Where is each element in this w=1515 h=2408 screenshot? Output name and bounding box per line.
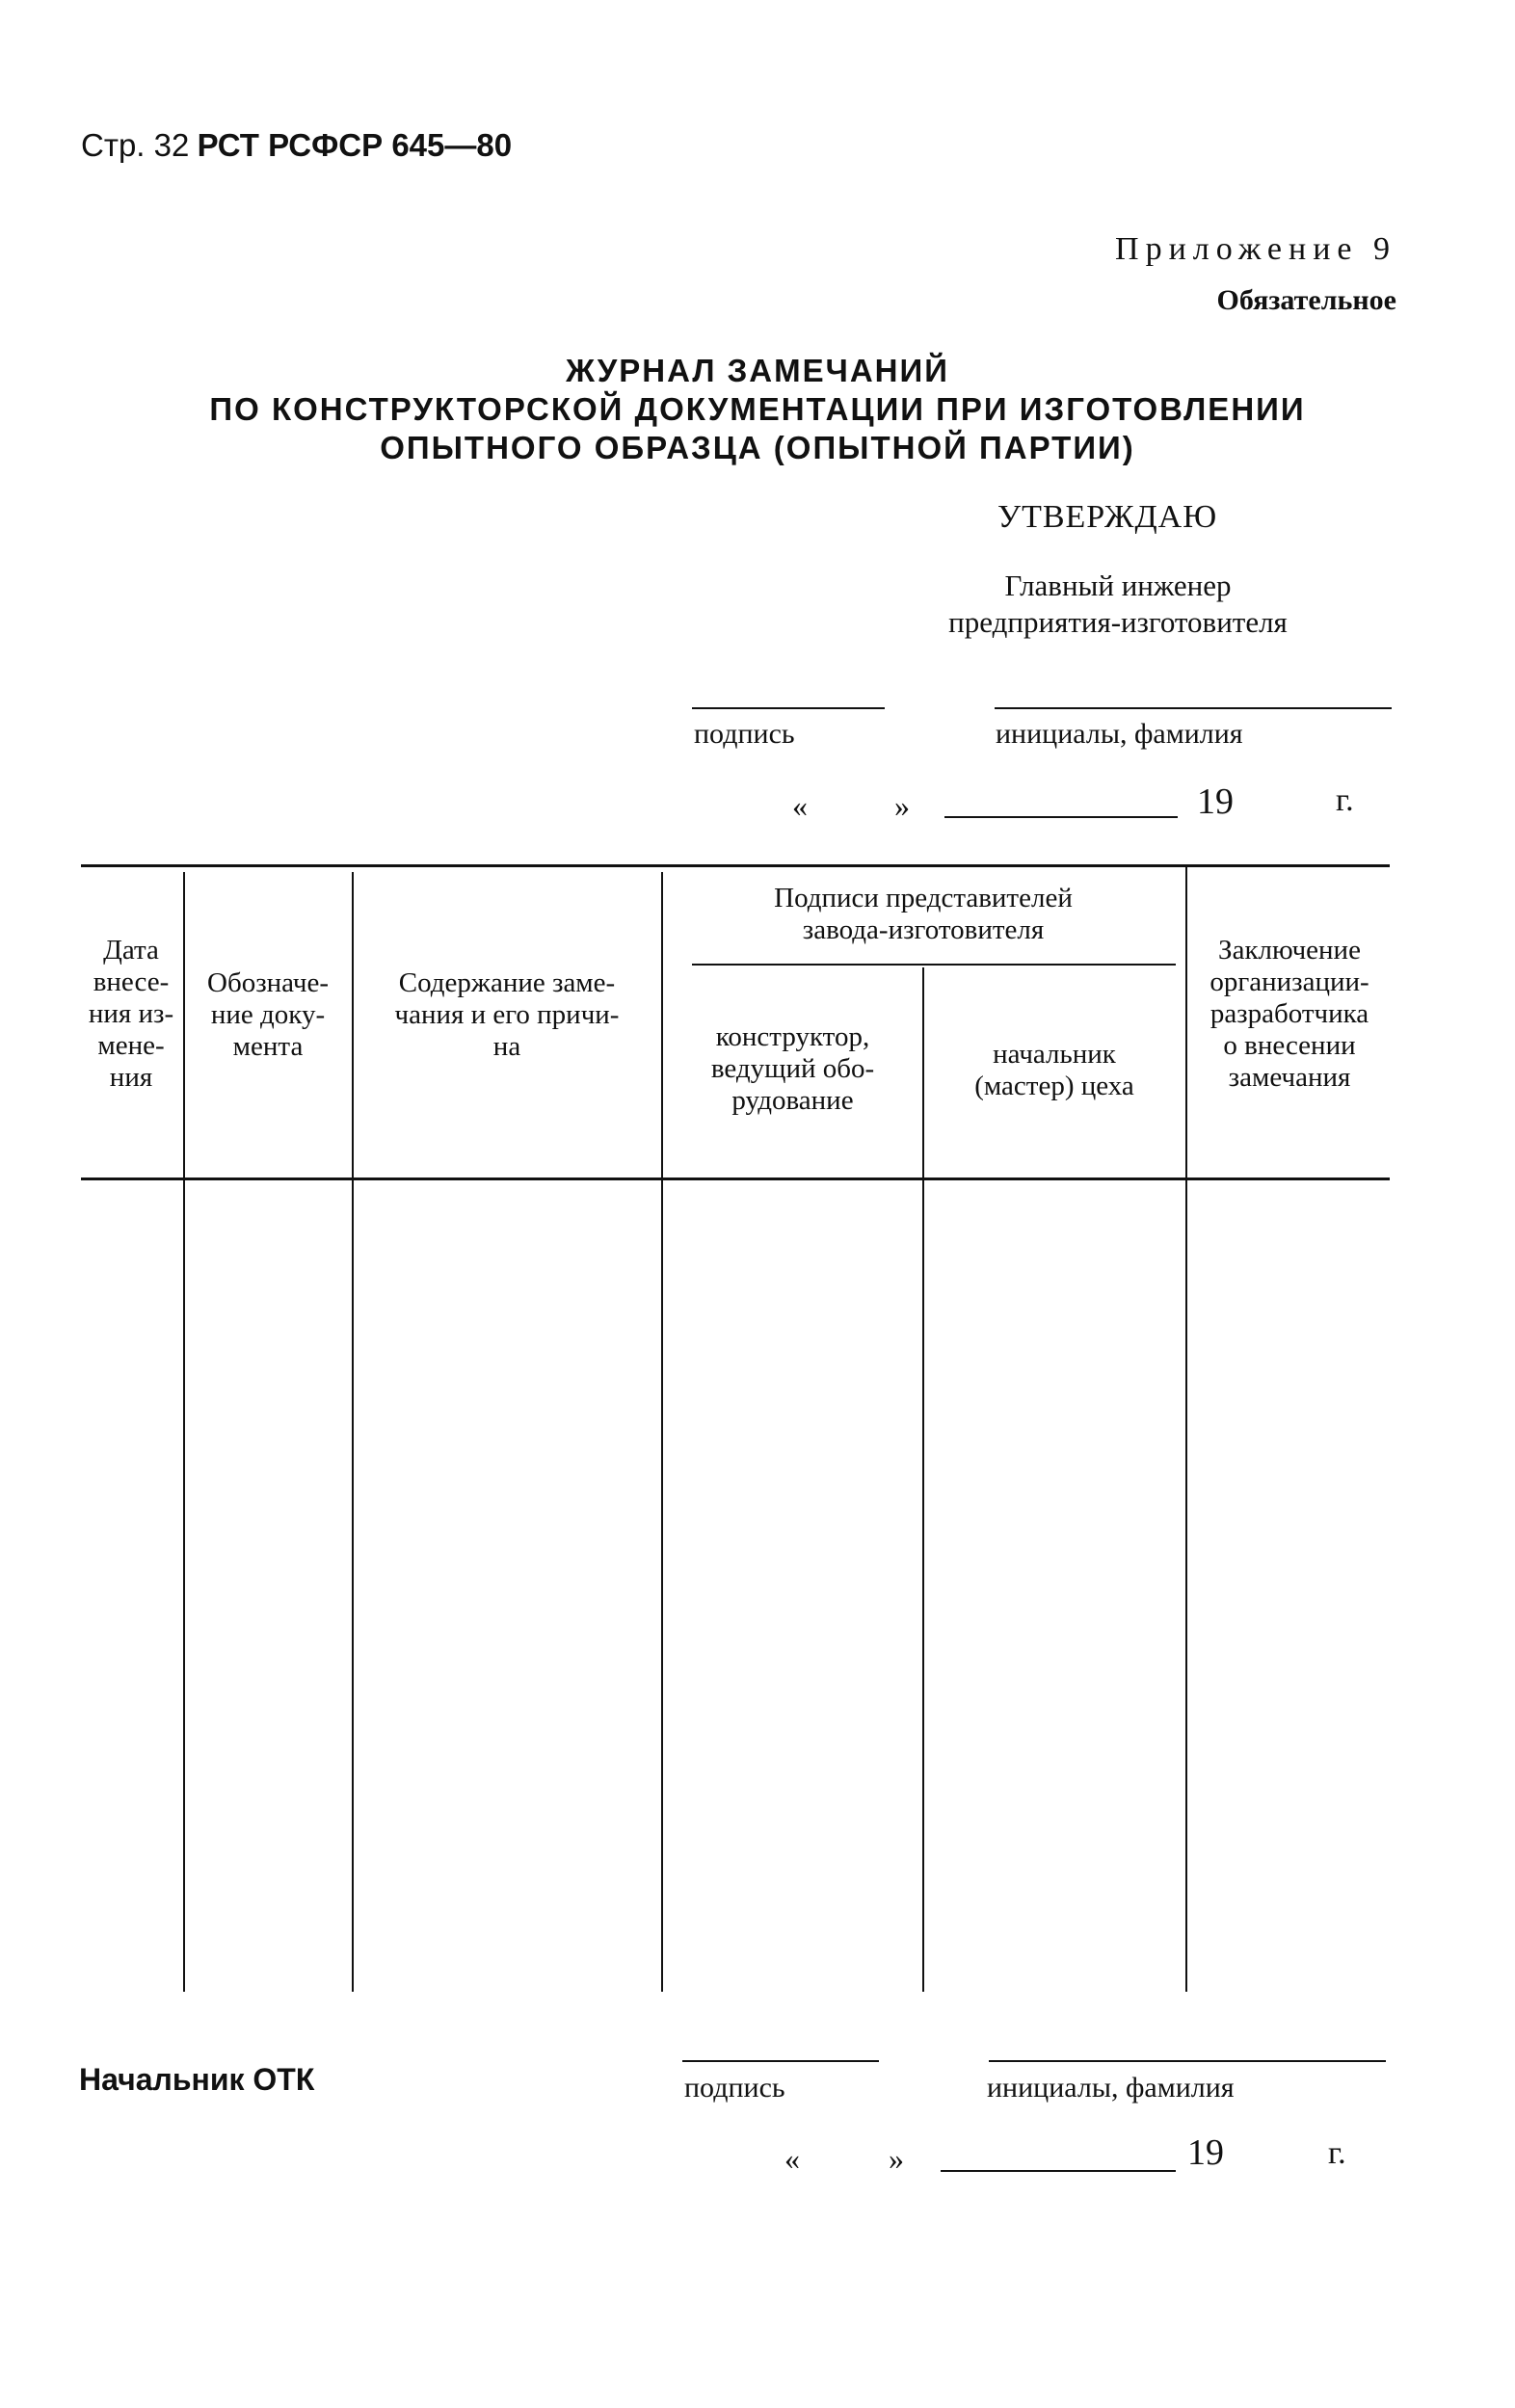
header-conclusion: Заключение организации- разработчика о внесении замечания: [1209, 935, 1369, 1093]
document-title-line-2: ПО КОНСТРУКТОРСКОЙ ДОКУМЕНТАЦИИ ПРИ ИЗГОТОВЛЕНИИ: [209, 391, 1306, 427]
footer-name-line: [989, 2060, 1386, 2062]
approval-name-caption: инициалы, фамилия: [996, 718, 1243, 750]
footer-signature-caption: подпись: [684, 2072, 785, 2104]
approval-year-suffix: г.: [1336, 782, 1354, 818]
approval-name-line: [995, 707, 1392, 709]
footer-signature-line: [682, 2060, 879, 2062]
approval-quote-close: »: [894, 788, 910, 823]
qc-head-label: Начальник ОТК: [79, 2062, 315, 2097]
approval-signature-line: [692, 707, 885, 709]
standard-code: РСТ РСФСР 645—80: [197, 127, 513, 163]
column-separator: [922, 967, 924, 1992]
approval-year-prefix: 19: [1197, 781, 1234, 822]
table-top-rule: [81, 864, 1390, 867]
approval-heading: УТВЕРЖДАЮ: [997, 499, 1218, 535]
footer-year-suffix: г.: [1328, 2135, 1346, 2171]
approval-position-line-1: Главный инженер: [1004, 569, 1232, 602]
header-chief: начальник (мастер) цеха: [974, 1039, 1134, 1101]
document-title-line-3: ОПЫТНОГО ОБРАЗЦА (ОПЫТНОЙ ПАРТИИ): [380, 430, 1135, 465]
footer-year-prefix: 19: [1187, 2132, 1224, 2173]
approval-date-line: [944, 816, 1178, 818]
header-document: Обозначе- ние доку- мента: [207, 967, 329, 1062]
header-group-signatures: Подписи представителей завода-изготовителя: [774, 883, 1073, 945]
page-number: Стр. 32: [81, 127, 190, 163]
column-separator: [661, 872, 663, 1992]
approval-position-line-2: предприятия-изготовителя: [948, 605, 1288, 639]
group-header-rule: [692, 964, 1176, 966]
approval-signature-caption: подпись: [694, 718, 795, 750]
column-separator: [352, 872, 354, 1992]
footer-date-line: [941, 2170, 1176, 2172]
header-date: Дата внесе- ния из- мене- ния: [88, 935, 174, 1093]
header-constructor: конструктор, ведущий обо- рудование: [710, 1021, 875, 1116]
column-separator: [183, 872, 185, 1992]
header-content: Содержание заме- чания и его причи- на: [394, 967, 620, 1062]
page-header: [81, 127, 512, 165]
appendix-label: Приложение 9: [1115, 231, 1396, 267]
column-separator: [1185, 867, 1187, 1992]
appendix-status: Обязательное: [1216, 284, 1396, 316]
approval-quote-open: «: [792, 788, 808, 823]
footer-name-caption: инициалы, фамилия: [987, 2072, 1235, 2104]
footer-quote-close: »: [889, 2141, 904, 2176]
table-header-rule: [81, 1178, 1390, 1180]
document-title-line-1: ЖУРНАЛ ЗАМЕЧАНИЙ: [566, 353, 949, 388]
footer-quote-open: «: [784, 2141, 800, 2176]
